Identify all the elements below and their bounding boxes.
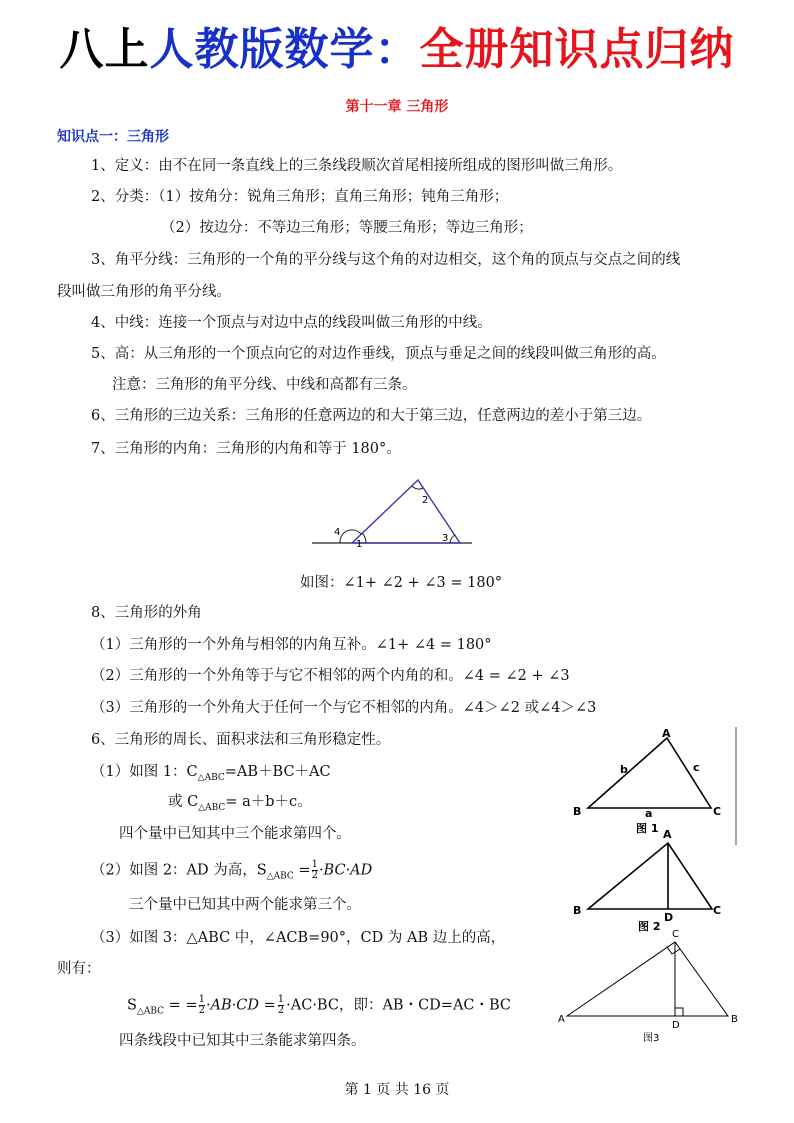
- fraction-denominator-1: 2: [198, 1005, 205, 1016]
- area-formula-altitude-subscript: △ABC: [266, 871, 294, 882]
- figure-1-side-b: b: [620, 763, 628, 776]
- figure-2-shape: [588, 843, 712, 909]
- angle-1-arc: [362, 533, 366, 543]
- perimeter-formula-2: [168, 793, 312, 817]
- figure-1-side-c: c: [693, 761, 700, 774]
- page-title: [0, 22, 794, 78]
- perimeter-area-heading: 6、三角形的周长、面积求法和三角形稳定性。: [91, 732, 391, 748]
- chapter-heading: 第十一章 三角形: [345, 99, 449, 115]
- classification-by-side: （2）按边分：不等边三角形；等腰三角形；等边三角形；: [161, 220, 533, 236]
- then-label: 则有：: [57, 961, 101, 977]
- figure-2-vertex-A: A: [663, 828, 672, 841]
- exterior-angle-heading: 8、三角形的外角: [91, 605, 202, 621]
- right-triangle-statement: （3）如图 3：△ABC 中，∠ACB=90°，CD 为 AB 边上的高，: [91, 930, 506, 946]
- right-triangle-area-formula: [127, 995, 511, 1020]
- page-footer: 第 1 页 共 16 页: [344, 1082, 450, 1098]
- perimeter-formula-2-prefix: 或 C: [168, 794, 199, 810]
- fraction-denominator: 2: [311, 870, 318, 881]
- exterior-angle-property-1: （1）三角形的一个外角与相邻的内角互补。∠1+ ∠4 = 180°: [91, 637, 492, 653]
- figure-caption-angle-sum: 如图：∠1+ ∠2 + ∠3 = 180°: [300, 575, 503, 591]
- angle-3-arc: [450, 535, 455, 543]
- figure-3-caption: 图3: [643, 1033, 660, 1044]
- angle-label-4: 4: [334, 527, 341, 538]
- figure-1-side-a: a: [645, 807, 653, 820]
- figure-2-triangle: [568, 825, 768, 935]
- interior-angle-figure: [300, 470, 480, 552]
- figure-3-shape: [567, 942, 728, 1016]
- figure-3-right-angle-D: [675, 1008, 683, 1016]
- area-formula-altitude-prefix: （2）如图 2：AD 为高，S: [91, 862, 267, 879]
- fraction-half: [312, 860, 318, 881]
- figure-2-vertex-C: C: [713, 904, 722, 917]
- classification-by-angle: 2、分类：（1）按角分：锐角三角形；直角三角形；钝角三角形；: [91, 189, 509, 205]
- figure-3-vertex-A: A: [558, 1014, 565, 1025]
- title-part-summary: 全册知识点归纳: [419, 24, 735, 75]
- fraction-numerator: 1: [311, 859, 318, 870]
- knowledge-point-heading: 知识点一：三角形: [57, 129, 169, 145]
- figure-3-right-angle-C: [667, 947, 680, 954]
- fraction-denominator-2: 2: [277, 1005, 285, 1016]
- angle-label-2: 2: [422, 495, 429, 506]
- area-note: 三个量中已知其中两个能求第三个。: [129, 897, 361, 913]
- perimeter-formula-1-subscript: △ABC: [197, 772, 225, 783]
- fraction-numerator-1: 1: [198, 994, 205, 1005]
- figure-3-triangle: [550, 925, 750, 1050]
- figure-1-triangle: [568, 725, 768, 840]
- definition-line: 1、定义：由不在同一条直线上的三条线段顺次首尾相接所组成的图形叫做三角形。: [91, 158, 623, 174]
- title-part-edition: 人教版数学：: [149, 24, 420, 75]
- exterior-angle-property-3: （3）三角形的一个外角大于任何一个与它不相邻的内角。∠4＞∠2 或∠4＞∠3: [91, 700, 597, 716]
- area-formula-altitude-tail: ·BC·AD: [318, 862, 373, 879]
- altitude-line: 5、高：从三角形的一个顶点向它的对边作垂线，顶点与垂足之间的线段叫做三角形的高。: [91, 346, 666, 362]
- figure-1-caption: 图 1: [636, 822, 659, 835]
- title-part-grade: 八上: [59, 24, 150, 75]
- figure-2-vertex-B: B: [573, 904, 582, 917]
- exterior-angle-property-2: （2）三角形的一个外角等于与它不相邻的两个内角的和。∠4 = ∠2 + ∠3: [91, 668, 570, 684]
- interior-angle-line: 7、三角形的内角：三角形的内角和等于 180°。: [91, 441, 401, 457]
- right-triangle-area-mid: ·AB·CD =: [205, 997, 276, 1014]
- fraction-half-1: [199, 995, 205, 1016]
- area-formula-altitude: [91, 860, 372, 885]
- figure-1-vertex-A: A: [662, 727, 671, 740]
- angle-label-1: 1: [356, 539, 363, 550]
- perimeter-formula-2-subscript: △ABC: [198, 802, 226, 813]
- right-triangle-area-prefix: S: [127, 997, 137, 1014]
- perimeter-formula-1-expression: =AB＋BC＋AC: [224, 764, 331, 780]
- angle-2-arc: [412, 486, 423, 489]
- segments-note: 四条线段中已知其中三条能求第四条。: [119, 1033, 366, 1049]
- figure-2-foot-D: D: [664, 911, 674, 924]
- figure-2-caption: 图 2: [638, 920, 661, 933]
- perimeter-formula-1-prefix: （1）如图 1：C: [91, 764, 198, 780]
- side-relation-line: 6、三角形的三边关系：三角形的任意两边的和大于第三边，任意两边的差小于第三边。: [91, 408, 652, 424]
- figure-3-foot-D: D: [672, 1020, 680, 1031]
- figure-3-vertex-B: B: [731, 1014, 738, 1025]
- angle-label-3: 3: [442, 533, 449, 544]
- figure-3-vertex-C: C: [672, 929, 679, 940]
- figure-1-vertex-C: C: [713, 805, 722, 818]
- perimeter-note: 四个量中已知其中三个能求第四个。: [119, 826, 351, 842]
- right-triangle-area-equals: = =: [164, 997, 198, 1014]
- right-triangle-area-subscript: △ABC: [136, 1006, 165, 1017]
- right-triangle-area-tail: ·AC·BC，即：AB・CD=AC・BC: [286, 997, 512, 1014]
- angle-bisector-line-1: 3、角平分线：三角形的一个角的平分线与这个角的对边相交，这个角的顶点与交点之间的线: [91, 252, 681, 268]
- perimeter-formula-2-expression: = a＋b＋c。: [225, 794, 312, 810]
- area-formula-altitude-equals: =: [293, 862, 311, 879]
- median-line: 4、中线：连接一个顶点与对边中点的线段叫做三角形的中线。: [91, 315, 492, 331]
- fraction-half-2: [278, 995, 284, 1016]
- perimeter-formula-1: [91, 763, 331, 787]
- angle-bisector-line-2: 段叫做三角形的角平分线。: [57, 284, 231, 300]
- fraction-numerator-2: 1: [277, 994, 285, 1005]
- note-line: 注意：三角形的角平分线、中线和高都有三条。: [112, 377, 417, 393]
- figure-1-vertex-B: B: [573, 805, 582, 818]
